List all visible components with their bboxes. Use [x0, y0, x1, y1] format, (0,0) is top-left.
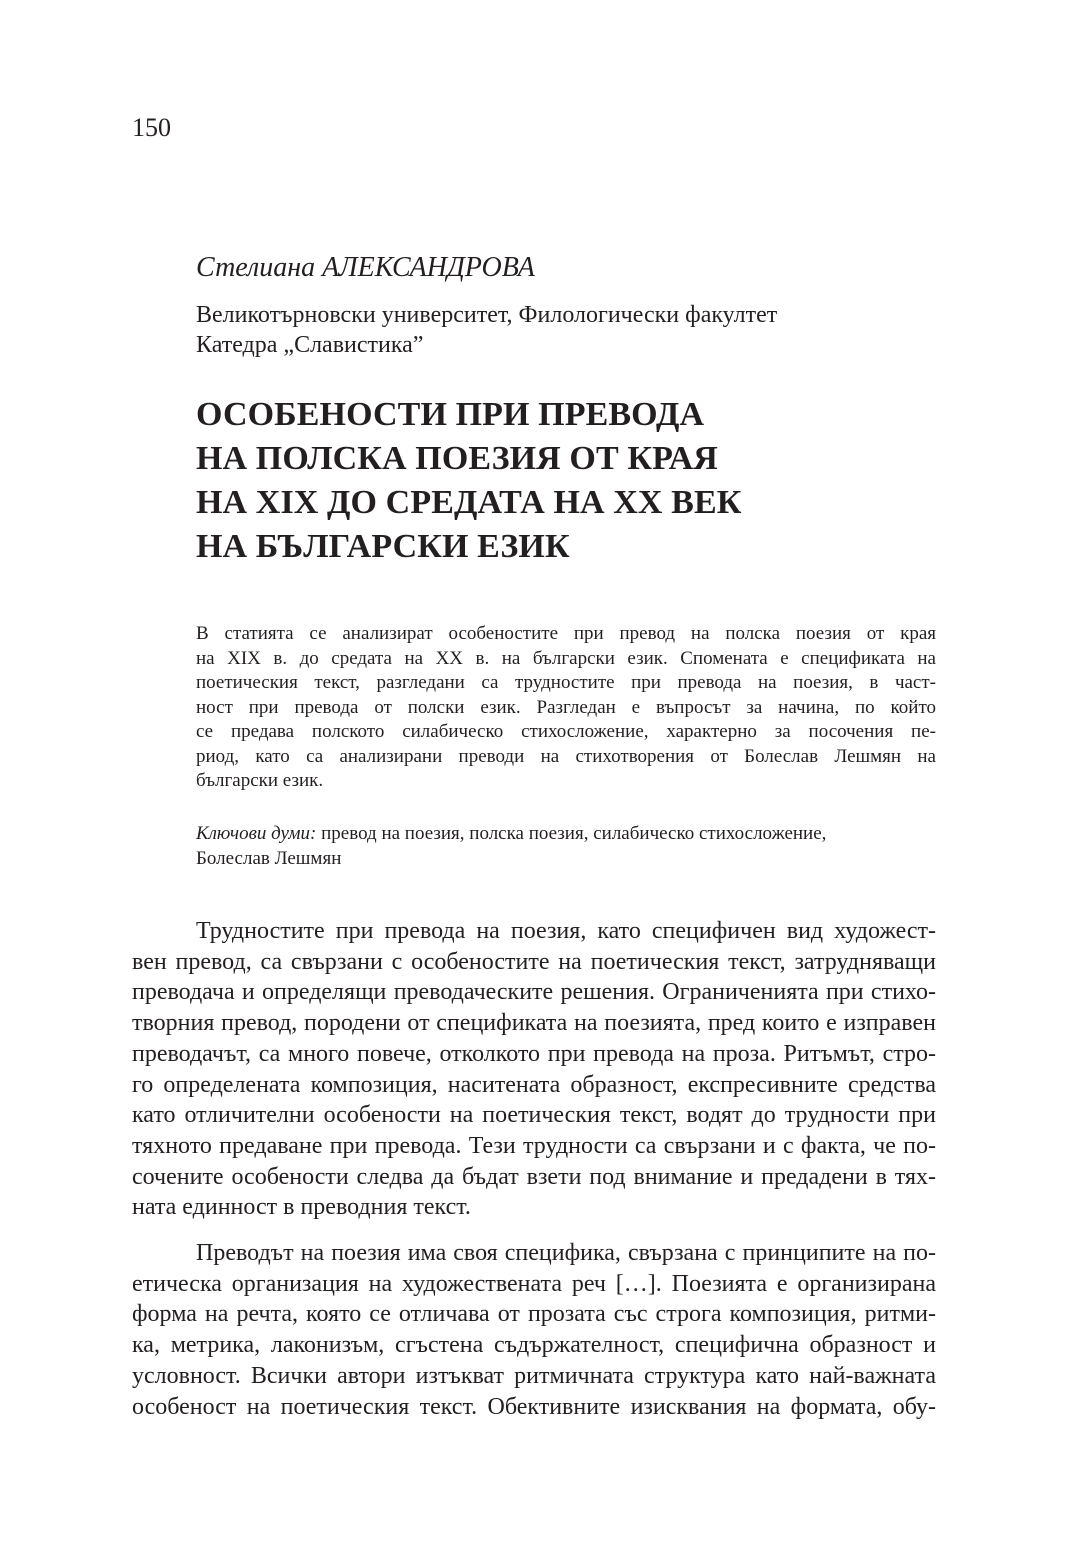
body-paragraph [132, 916, 936, 1223]
body-line: преводачът, са много повече, отколкото при превода на проза. Ритъмът, стро- [132, 1040, 936, 1067]
author-name: Стелиана АЛЕКСАНДРОВА [196, 252, 535, 283]
title-line: НА БЪЛГАРСКИ ЕЗИК [196, 528, 570, 565]
body-line: ка, метрика, лаконизъм, сгъстена съдържателност, специфична образност и [132, 1332, 936, 1359]
body-line: тяхното предаване при превода. Тези трудности са свързани и с факта, че по- [132, 1132, 936, 1159]
abstract-line: В статията се анализират особеностите при превод на полска поезия от края [196, 623, 936, 644]
body-line: като отличителни особености на поетическия текст, водят до трудности при [132, 1102, 936, 1129]
body-line: етическа организация на художествената реч […]. Поезията е организирана [132, 1270, 936, 1297]
body-line: ната единност в преводния текст. [132, 1194, 471, 1221]
body-line: преводача и определящи преводаческите решения. Ограниченията при стихо- [132, 979, 936, 1006]
article-title [196, 393, 936, 569]
keywords-text: превод на поезия, полска поезия, силабическо стихосложение, [316, 823, 827, 844]
keywords [196, 822, 936, 871]
page-number: 150 [132, 113, 171, 142]
keywords-label: Ключови думи: [196, 823, 317, 844]
body-line: условност. Всички автори изтъкват ритмичната структура като най-важната [132, 1362, 936, 1389]
abstract-line: на XIX в. до средата на XX в. на български език. Спомената е спецификата на [196, 647, 936, 669]
abstract-line: български език. [196, 770, 324, 791]
body-line: сочените особености следва да бъдат взети под внимание и предадени в тях- [132, 1163, 936, 1190]
keywords-line: Болеслав Лешмян [196, 847, 342, 869]
title-line: НА ПОЛСКА ПОЕЗИЯ ОТ КРАЯ [196, 440, 718, 477]
body-line: творния превод, породени от спецификата на поезията, пред които е изправен [132, 1010, 936, 1037]
affiliation-university: Великотърновски университет, Филологически факултет [196, 302, 778, 328]
author-block [196, 250, 956, 360]
body-line: Трудностите при превода на поезия, като специфичен вид художест- [196, 918, 936, 944]
body-line: вен превод, са свързани с особеностите на поетическия текст, затрудняващи [132, 948, 936, 975]
abstract-line: се предава полското силабическо стихосложение, характерно за посочения пе- [196, 721, 936, 742]
abstract [196, 622, 936, 794]
title-line: ОСОБЕНОСТИ ПРИ ПРЕВОДА [196, 396, 705, 433]
title-line: НА XIX ДО СРЕДАТА НА XX ВЕК [196, 484, 742, 521]
body-line: форма на речта, която се отличава от прозата със строга композиция, ритми- [132, 1301, 936, 1328]
body-line: го определената композиция, наситената образност, експресивните средства [132, 1071, 936, 1098]
keywords-line [196, 822, 936, 847]
abstract-line: поетическия текст, разгледани са трудностите при превода на поезия, в част- [196, 672, 936, 693]
body-line: особеност на поетическия текст. Обективните изисквания на формата, обу- [132, 1393, 936, 1420]
body-line: Преводът на поезия има своя специфика, свързана с принципите на по- [196, 1240, 936, 1266]
affiliation-department: Катедра „Славистика” [196, 332, 424, 358]
abstract-line: риод, като са анализирани преводи на стихотворения от Болеслав Лешмян на [196, 745, 936, 767]
body-paragraph [132, 1238, 936, 1422]
abstract-line: ност при превода от полски език. Разгледан е въпросът за начина, по който [196, 696, 936, 718]
